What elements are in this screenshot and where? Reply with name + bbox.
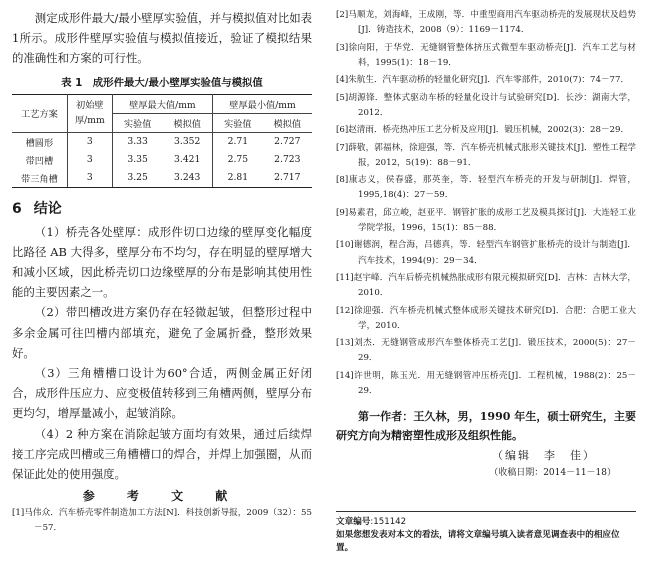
cell-max-sim: 3.243 bbox=[162, 169, 212, 188]
cell-min-exp: 2.75 bbox=[227, 154, 249, 166]
header-max-exp: 实验值 bbox=[112, 113, 162, 132]
cell-max-exp: 3.35 bbox=[127, 154, 148, 166]
cell-initial: 3 bbox=[67, 169, 112, 188]
section-heading bbox=[12, 198, 312, 218]
header-min-exp: 实验值 bbox=[213, 113, 263, 132]
results-table bbox=[12, 94, 312, 188]
cell-max-exp: 3.25 bbox=[112, 169, 162, 188]
cell-min-exp: 2.81 bbox=[213, 169, 263, 188]
cell-min-exp: 2.71 bbox=[227, 136, 249, 148]
reference-item: [6]赵清雨．桥壳热冲压工艺分析及应用[J]．锻压机械，2002(3)：28－29． bbox=[336, 125, 630, 136]
reference-item: [5]胡源锋．整体式驱动车桥的轻量化设计与试验研究[D]．长沙：湖南大学，2012． bbox=[336, 92, 636, 118]
cell-min-sim: 2.727 bbox=[274, 136, 301, 148]
reference-item: [3]徐向阳，于华党．无缝钢管整体挤压式微型车驱动桥壳[J]．汽车工艺与材料，1995(1)：18－19． bbox=[336, 42, 636, 68]
cell-scheme: 槽圆形 bbox=[12, 132, 67, 151]
conclusion-item: （3）三角槽槽口设计为60°合适，两侧金属正好闭合，成形件压应力、应变极值转移到三角槽两侧，壁厚分布更均匀，增厚量减小，起皱消除。 bbox=[12, 366, 312, 421]
table-row bbox=[12, 132, 312, 151]
reference-item: [8]康志义，侯春盛，那英奎，等．轻型汽车桥壳的开发与研制[J]．焊管，1995,18(4)：27－59． bbox=[336, 175, 636, 201]
table-row bbox=[12, 151, 312, 169]
right-column bbox=[336, 8, 636, 478]
table-row bbox=[12, 169, 312, 188]
article-number-value: :151142 bbox=[370, 517, 407, 527]
section-title: 结论 bbox=[33, 200, 62, 217]
cell-min-sim: 2.723 bbox=[274, 154, 301, 166]
editor-note: （编辑 李 佳） bbox=[492, 449, 596, 463]
conclusion-item: （1）桥壳各处壁厚：成形件切口边缘的壁厚变化幅度比路径 AB 大得多，壁厚分布不均匀，存在明显的壁厚增大和减小区域，因此桥壳切口边缘壁厚的分布是影响其使用性能的主要因素之一。 bbox=[12, 224, 312, 300]
header-scheme: 工艺方案 bbox=[12, 94, 67, 132]
header-max-sim: 模拟值 bbox=[162, 113, 212, 132]
received-date: （收稿日期：2014－11－18） bbox=[489, 468, 616, 479]
cell-max-sim: 3.352 bbox=[162, 132, 212, 151]
author-bio: 第一作者：王久林，男，1990 年生，硕士研究生，主要研究方向为精密塑性成形及组织性能。 bbox=[336, 410, 636, 443]
header-min-sim: 模拟值 bbox=[263, 113, 312, 132]
cell-max-sim: 3.421 bbox=[162, 151, 212, 169]
left-column bbox=[12, 8, 312, 537]
cell-initial: 3 bbox=[67, 132, 112, 151]
reader-notice bbox=[336, 511, 636, 555]
notice-text: 如果您想发表对本文的看法，请将文章编号填入读者意见调查表中的相应位置。 bbox=[336, 530, 620, 553]
cell-max-exp: 3.33 bbox=[127, 136, 148, 148]
header-initial: 初始壁厚/mm bbox=[67, 94, 112, 132]
header-min-group: 壁厚最小值/mm bbox=[213, 94, 313, 113]
reference-item: [1]马伟众．汽车桥壳零件制造加工方法[N]．科技创新导报，2009（32）：55－57． bbox=[12, 508, 312, 534]
conclusion-item: （2）带凹槽改进方案仍存在轻微起皱，但整形过程中多余金属可往凹槽内部填充，避免了金属折叠，整形效果好。 bbox=[12, 305, 312, 360]
reference-item: [11]赵宇峰．汽车后桥壳机械热胀成形有限元模拟研究[D]．吉林：吉林大学，2010． bbox=[336, 272, 636, 299]
cell-scheme: 带凹槽 bbox=[12, 151, 67, 169]
section-number: 6 bbox=[12, 200, 22, 217]
header-max-group: 壁厚最大值/mm bbox=[112, 94, 212, 113]
conclusion-item: （4）2 种方案在消除起皱方面均有效果，通过后续焊接工序完成凹槽或三角槽槽口的焊合，并焊上加强圈，从而保证此处的使用强度。 bbox=[12, 426, 312, 482]
reference-item: [7]薛敬，郭福林，徐迎强，等．汽车桥壳机械式胀形关键技术[J]．塑性工程学报，2012，5(19)：88－91． bbox=[336, 142, 636, 168]
cell-min-sim: 2.717 bbox=[263, 169, 312, 188]
article-number bbox=[336, 516, 636, 529]
references-heading: 参 考 文 献 bbox=[82, 489, 242, 504]
reference-item: [10]谢德润，程合海，吕德真，等．轻型汽车钢管扩胀桥壳的设计与制造[J]．汽车技术，1994(9)：29－34． bbox=[336, 240, 636, 266]
reference-item: [2]马顺龙，刘海峰，王成刚，等．中重型商用汽车驱动桥壳的发展现状及趋势[J]．铸造技术，2008（9）：1169－1174． bbox=[336, 10, 636, 36]
cell-initial: 3 bbox=[67, 151, 112, 169]
reference-item: [13]刘杰．无缝钢管成形汽车整体桥壳工艺[J]．锻压技术，2000(5)：27－29． bbox=[336, 338, 636, 364]
table-caption: 表 1 成形件最大/最小壁厚实验值与模拟值 bbox=[61, 76, 263, 89]
article-number-label: 文章编号 bbox=[336, 517, 371, 527]
reference-item: [12]徐迎强．汽车桥壳机械式整体成形关键技术研究[D]．合肥：合肥工业大学，2010． bbox=[336, 305, 636, 331]
reference-item: [14]许世明，陈玉光．用无缝钢管冲压桥壳[J]．工程机械，1988(2)：25－29． bbox=[336, 370, 636, 396]
reference-item: [9]易素君，邱立峻，赵亚平．钢管扩胀的成形工艺及模具探讨[J]．大连轻工业学院学报，1996，15(1)：85－88． bbox=[336, 207, 636, 233]
cell-scheme: 带三角槽 bbox=[12, 169, 67, 188]
reference-item: [4]朱航生．汽车驱动桥的轻量化研究[J]．汽车零部件，2010(7)：74－77． bbox=[336, 75, 630, 86]
intro-paragraph: 测定成形件最大/最小壁厚实验值，并与模拟值对比如表1所示。成形件壁厚实验值与模拟值接近，验证了模拟结果的准确性和方案的可行性。 bbox=[12, 11, 313, 66]
